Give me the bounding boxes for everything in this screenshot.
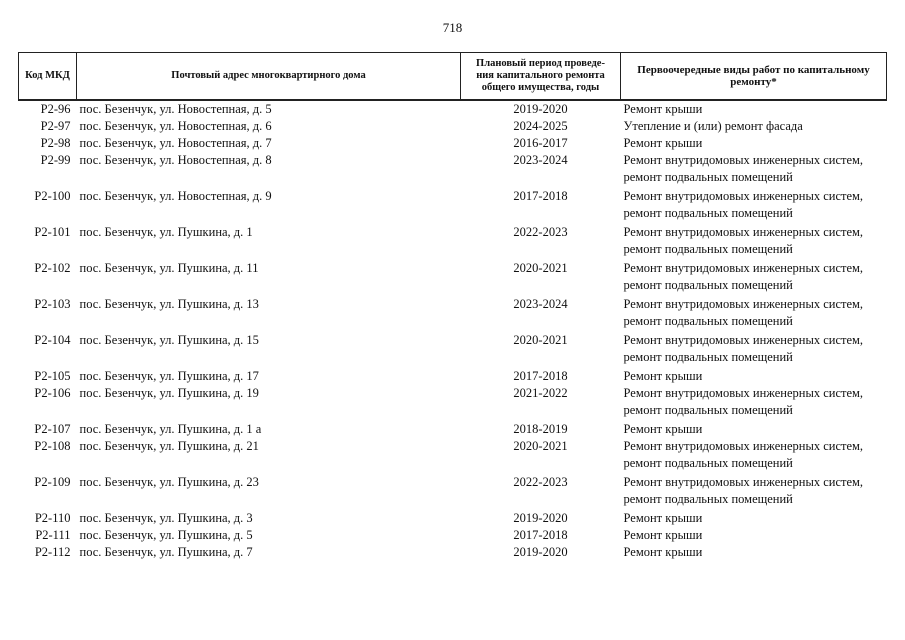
- cell-works-line: Ремонт крыши: [623, 136, 703, 150]
- cell-works-line: Ремонт внутридомовых инженерных систем,: [623, 297, 864, 311]
- cell-works: [621, 135, 887, 152]
- repair-plan-table: [18, 52, 887, 561]
- table-row: [19, 118, 887, 135]
- cell-address: пос. Безенчук, ул. Новостепная, д. 8: [79, 153, 272, 167]
- table-row: [19, 510, 887, 527]
- cell-works: [621, 152, 887, 188]
- cell-period: 2017-2018: [513, 528, 568, 542]
- header-code: Код МКД: [19, 53, 77, 101]
- cell-works-line: ремонт подвальных помещений: [623, 278, 793, 292]
- cell-works: [621, 118, 887, 135]
- cell-code: Р2-111: [35, 528, 71, 542]
- cell-works-line: Ремонт крыши: [623, 511, 703, 525]
- header-works-line: ремонту*: [730, 76, 777, 88]
- cell-works-line: Ремонт крыши: [623, 545, 703, 559]
- table-row: [19, 152, 887, 188]
- cell-works-line: ремонт подвальных помещений: [623, 170, 793, 184]
- cell-address: пос. Безенчук, ул. Пушкина, д. 7: [79, 545, 253, 559]
- cell-code: Р2-100: [34, 189, 71, 203]
- cell-works-line: Ремонт крыши: [623, 369, 703, 383]
- table-row: [19, 224, 887, 260]
- cell-period: 2023-2024: [513, 297, 568, 311]
- cell-address: пос. Безенчук, ул. Пушкина, д. 1 а: [79, 422, 262, 436]
- cell-address: пос. Безенчук, ул. Новостепная, д. 6: [79, 119, 272, 133]
- cell-code: Р2-106: [34, 386, 71, 400]
- cell-code: Р2-102: [34, 261, 71, 275]
- cell-address: пос. Безенчук, ул. Пушкина, д. 21: [79, 439, 259, 453]
- cell-code: Р2-104: [34, 333, 71, 347]
- cell-works-line: Ремонт внутридомовых инженерных систем,: [623, 261, 864, 275]
- table-row: [19, 368, 887, 385]
- cell-works: [621, 296, 887, 332]
- table-row: [19, 188, 887, 224]
- cell-works: [621, 510, 887, 527]
- cell-period: 2022-2023: [513, 475, 568, 489]
- cell-period: 2019-2020: [513, 511, 568, 525]
- cell-address: пос. Безенчук, ул. Пушкина, д. 23: [79, 475, 259, 489]
- cell-works: [621, 527, 887, 544]
- cell-period: 2017-2018: [513, 369, 568, 383]
- cell-works: [621, 332, 887, 368]
- table-body: [19, 100, 887, 561]
- cell-works-line: ремонт подвальных помещений: [623, 456, 793, 470]
- cell-works: [621, 421, 887, 438]
- cell-period: 2020-2021: [513, 333, 568, 347]
- cell-period: 2019-2020: [513, 545, 568, 559]
- cell-code: Р2-105: [34, 369, 71, 383]
- table-row: [19, 385, 887, 421]
- cell-period: 2020-2021: [513, 439, 568, 453]
- cell-works-line: Ремонт внутридомовых инженерных систем,: [623, 475, 864, 489]
- cell-address: пос. Безенчук, ул. Пушкина, д. 19: [79, 386, 259, 400]
- cell-works: [621, 260, 887, 296]
- table-row: [19, 260, 887, 296]
- cell-works: [621, 188, 887, 224]
- cell-works-line: Ремонт крыши: [623, 422, 703, 436]
- cell-works-line: ремонт подвальных помещений: [623, 403, 793, 417]
- cell-period: 2017-2018: [513, 189, 568, 203]
- cell-code: Р2-99: [40, 153, 71, 167]
- cell-period: 2023-2024: [513, 153, 568, 167]
- cell-period: 2021-2022: [513, 386, 568, 400]
- cell-address: пос. Безенчук, ул. Новостепная, д. 5: [79, 102, 272, 116]
- cell-works-line: Ремонт внутридомовых инженерных систем,: [623, 225, 864, 239]
- cell-code: Р2-107: [34, 422, 71, 436]
- cell-works-line: Ремонт крыши: [623, 102, 703, 116]
- cell-code: Р2-110: [34, 511, 71, 525]
- cell-works: [621, 544, 887, 561]
- header-works: [621, 53, 887, 101]
- cell-address: пос. Безенчук, ул. Новостепная, д. 9: [79, 189, 272, 203]
- page-number: 718: [442, 20, 463, 35]
- header-period-line: общего имущества, годы: [481, 82, 600, 93]
- cell-works-line: Ремонт внутридомовых инженерных систем,: [623, 386, 864, 400]
- table-row: [19, 438, 887, 474]
- cell-address: пос. Безенчук, ул. Пушкина, д. 5: [79, 528, 253, 542]
- cell-address: пос. Безенчук, ул. Новостепная, д. 7: [79, 136, 272, 150]
- cell-works-line: ремонт подвальных помещений: [623, 314, 793, 328]
- cell-works-line: Ремонт внутридомовых инженерных систем,: [623, 153, 864, 167]
- cell-code: Р2-101: [34, 225, 71, 239]
- table-row: [19, 296, 887, 332]
- cell-works: [621, 368, 887, 385]
- table-header-row: [19, 53, 887, 101]
- cell-works-line: Ремонт крыши: [623, 528, 703, 542]
- cell-works-line: Ремонт внутридомовых инженерных систем,: [623, 189, 864, 203]
- cell-works-line: ремонт подвальных помещений: [623, 350, 793, 364]
- cell-address: пос. Безенчук, ул. Пушкина, д. 1: [79, 225, 253, 239]
- table-row: [19, 135, 887, 152]
- cell-works: [621, 385, 887, 421]
- table-row: [19, 100, 887, 118]
- cell-period: 2020-2021: [513, 261, 568, 275]
- cell-period: 2024-2025: [513, 119, 568, 133]
- cell-works: [621, 224, 887, 260]
- table-row: [19, 474, 887, 510]
- cell-works-line: ремонт подвальных помещений: [623, 242, 793, 256]
- cell-works-line: Утепление и (или) ремонт фасада: [623, 119, 803, 133]
- cell-works-line: ремонт подвальных помещений: [623, 492, 793, 506]
- cell-address: пос. Безенчук, ул. Пушкина, д. 13: [79, 297, 259, 311]
- cell-code: Р2-103: [34, 297, 71, 311]
- cell-code: Р2-109: [34, 475, 71, 489]
- table-row: [19, 332, 887, 368]
- cell-code: Р2-96: [40, 102, 71, 116]
- cell-code: Р2-97: [40, 119, 71, 133]
- cell-works: [621, 100, 887, 118]
- header-period: [461, 53, 621, 101]
- cell-works-line: Ремонт внутридомовых инженерных систем,: [623, 439, 864, 453]
- cell-period: 2016-2017: [513, 136, 568, 150]
- cell-period: 2019-2020: [513, 102, 568, 116]
- table-row: [19, 421, 887, 438]
- table-header: [19, 53, 887, 101]
- cell-works: [621, 438, 887, 474]
- cell-works-line: Ремонт внутридомовых инженерных систем,: [623, 333, 864, 347]
- header-address: Почтовый адрес многоквартирного дома: [77, 53, 461, 101]
- header-works-line: Первоочередные виды работ по капитальному: [637, 64, 870, 76]
- repair-plan-table-container: [18, 52, 886, 561]
- cell-address: пос. Безенчук, ул. Пушкина, д. 17: [79, 369, 259, 383]
- cell-period: 2018-2019: [513, 422, 568, 436]
- table-row: [19, 527, 887, 544]
- header-period-line: ния капитального ремонта: [476, 70, 605, 81]
- cell-period: 2022-2023: [513, 225, 568, 239]
- cell-works-line: ремонт подвальных помещений: [623, 206, 793, 220]
- cell-address: пос. Безенчук, ул. Пушкина, д. 3: [79, 511, 253, 525]
- cell-works: [621, 474, 887, 510]
- cell-code: Р2-98: [40, 136, 71, 150]
- cell-code: Р2-108: [34, 439, 71, 453]
- header-period-line: Плановый период проведе-: [476, 58, 605, 69]
- table-row: [19, 544, 887, 561]
- cell-address: пос. Безенчук, ул. Пушкина, д. 15: [79, 333, 259, 347]
- cell-address: пос. Безенчук, ул. Пушкина, д. 11: [79, 261, 259, 275]
- cell-code: Р2-112: [34, 545, 71, 559]
